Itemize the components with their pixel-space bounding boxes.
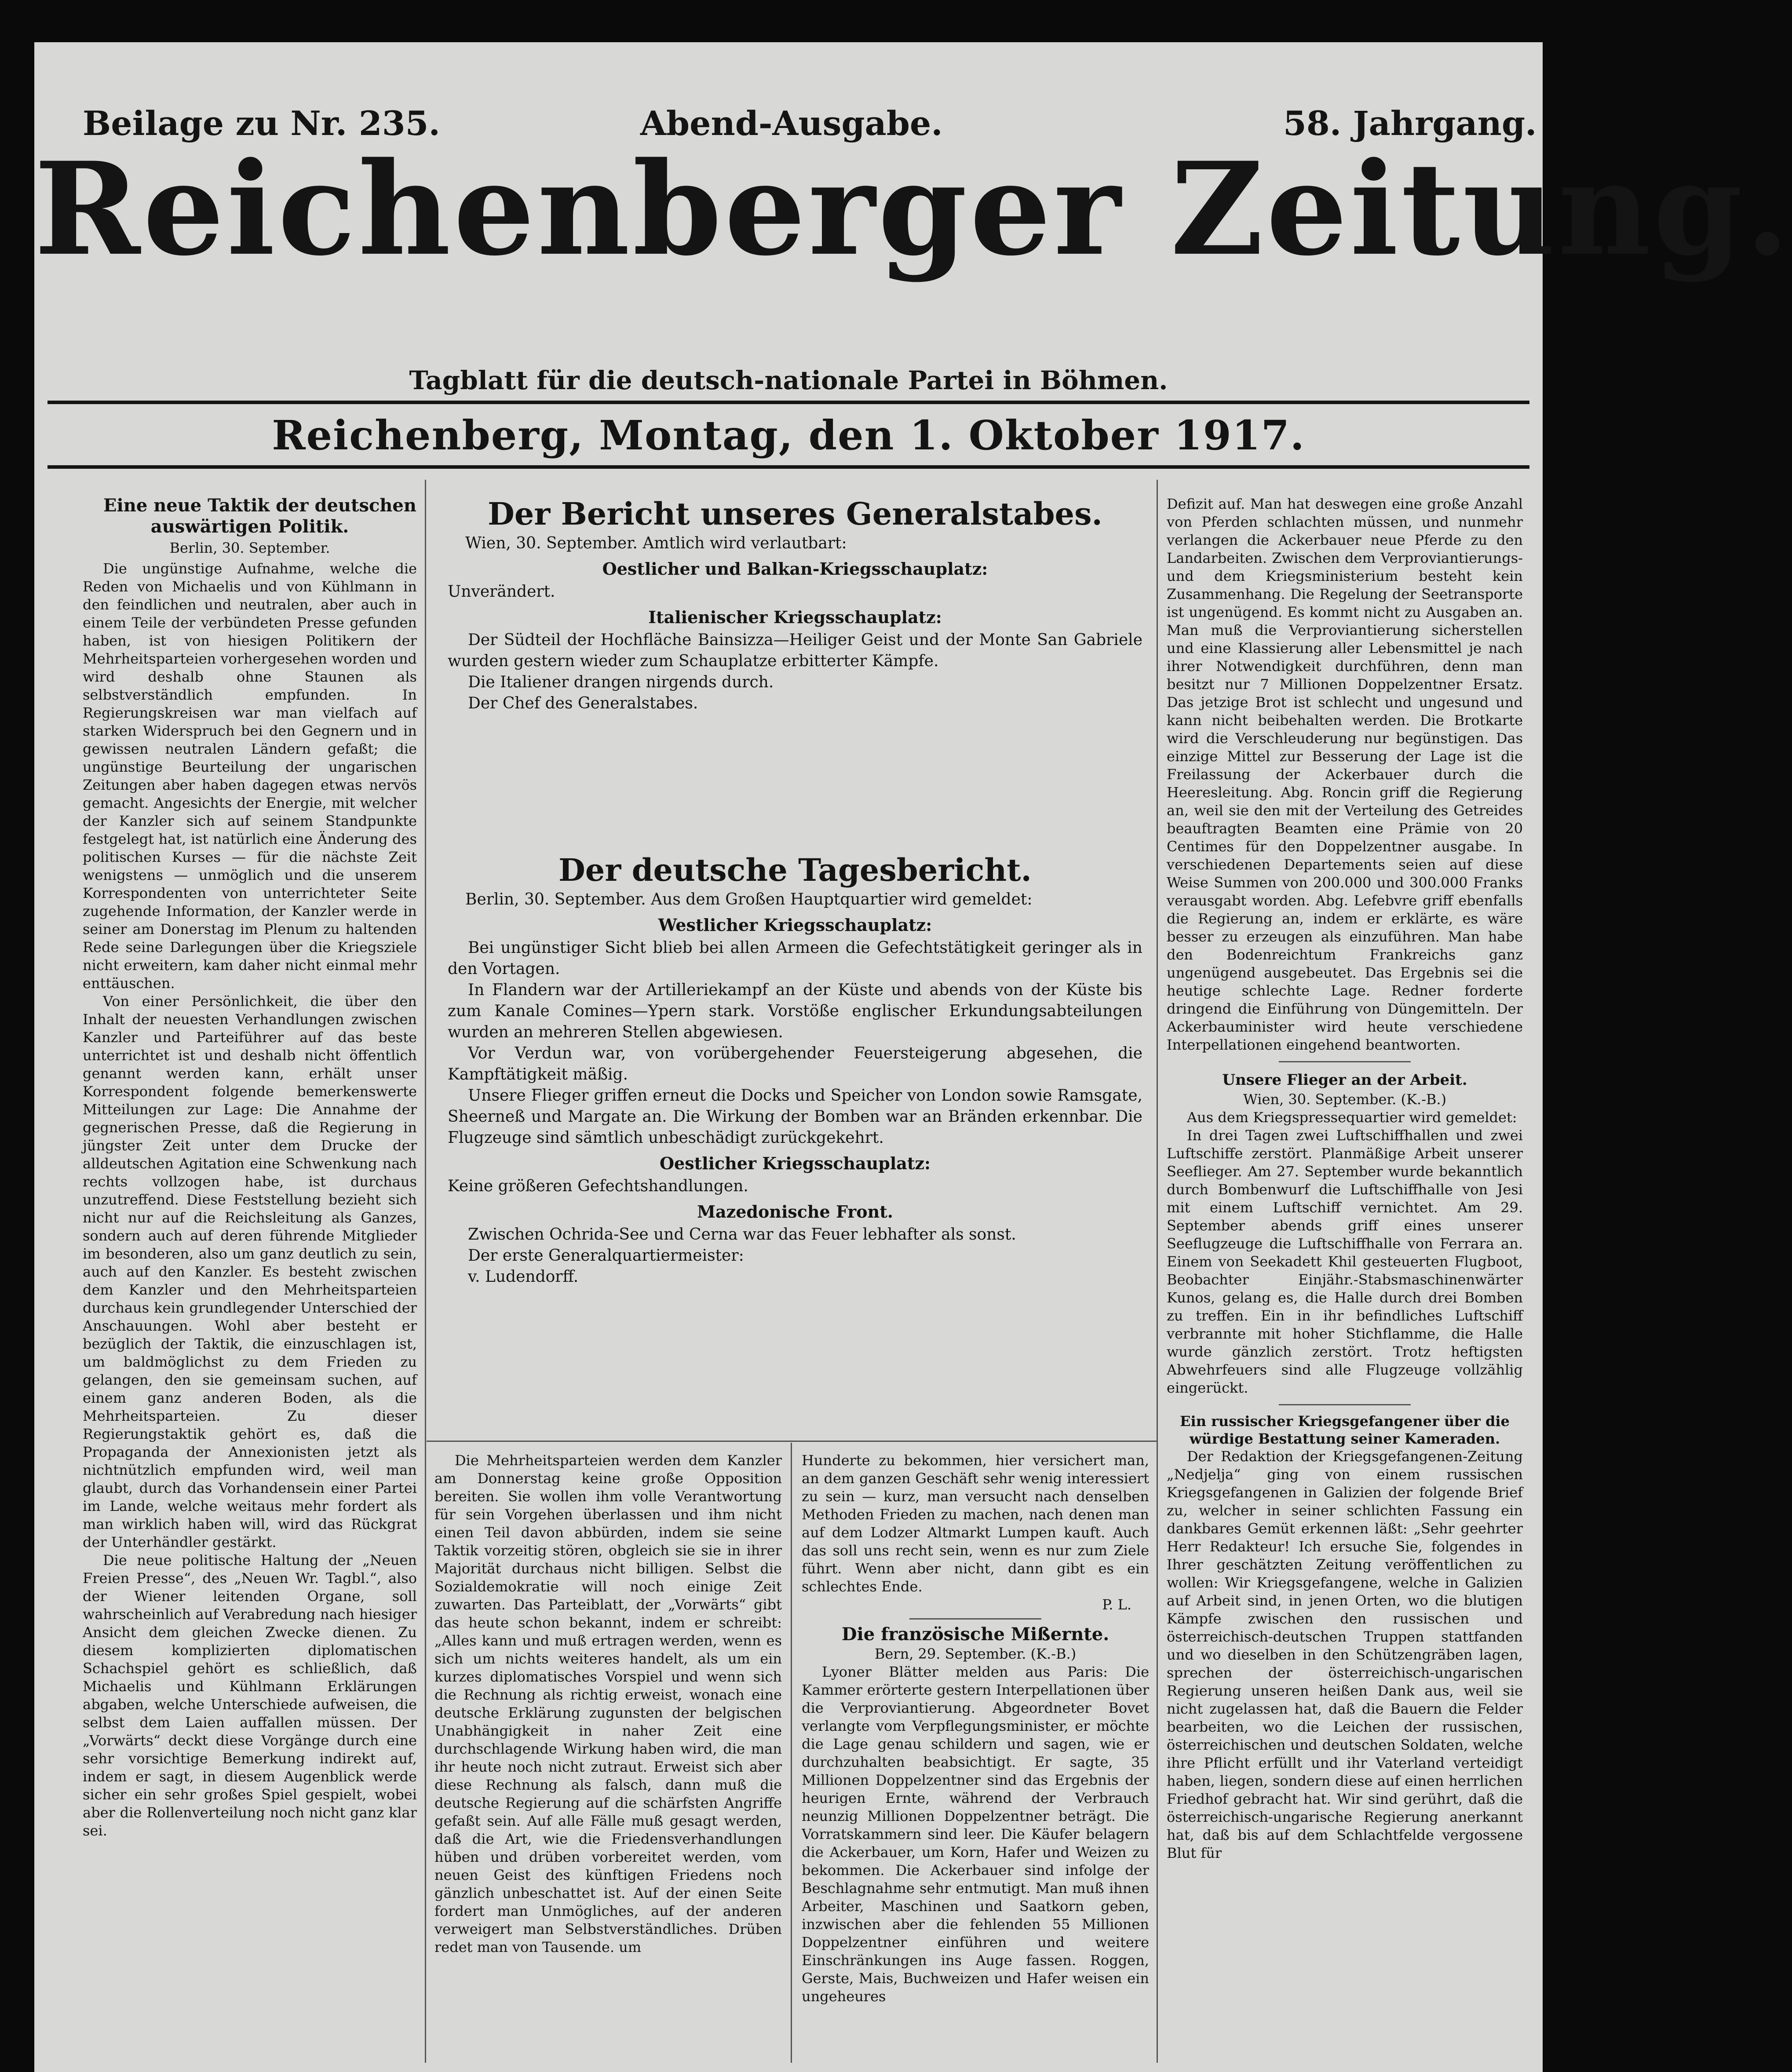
article-divider: [1279, 1061, 1411, 1062]
german-report-headline: Der deutsche Tagesbericht.: [558, 852, 1032, 888]
report-section-title: Oestlicher und Balkan-Kriegsschauplatz:: [602, 559, 988, 579]
german-report-dateline: Berlin, 30. September. Aus dem Großen Hauptquartier wird gemeldet:: [465, 890, 1033, 908]
article-paragraph: Lyoner Blätter melden aus Paris: Die Kammer erörterte gestern Interpellationen über die Verproviantierung. Abgeordneter Bovet verlangte vom Verpflegungsminister, er möchte die Lage genau schildern und sagen, wie er durchzuhalten beabsichtigt. Er sagte, 35 Millionen Doppelzentner sind das Ergebnis der heurigen Ernte, während der Verbrauch neunzig Millionen Doppelzentner beträgt. Die Vorratskammern sind leer. Die Käufer belagern die Ackerbauer, um Korn, Hafer und Weizen zu bekommen. Die Ackerbauer sind infolge der Beschlagnahme sehr entmutigt. Man muß ihnen Arbeiter, Maschinen und Saatkorn geben, inzwischen aber die fehlenden 55 Millionen Doppelzentner einführen und weitere Einschränkungen ins Auge fassen. Roggen, Gerste, Mais, Buchweizen und Hafer weisen ein ungeheures: [802, 1663, 1149, 2005]
german-report-signature-name: v. Ludendorff.: [468, 1268, 579, 1286]
german-report-paragraph: In Flandern war der Artilleriekampf an der Küste und abends von der Küste bis zum Kanale Comines—Ypern stark. Vorstöße englischer Erkundungsabteilungen wurden an mehreren Stellen abgewiesen.: [448, 981, 1142, 1041]
german-report-paragraph: Vor Verdun war, von vorübergehender Feuersteigerung abgesehen, die Kampftätigkeit mäßig.: [448, 1044, 1142, 1083]
article-french-harvest: [802, 1452, 1149, 2063]
article-signoff: P. L.: [1102, 1596, 1131, 1613]
article-headline: Die französische Mißernte.: [841, 1624, 1110, 1645]
article-paragraph: Der Redaktion der Kriegsgefangenen-Zeitung „Nedjelja“ ging von einem russischen Kriegsgefangenen in Galizien der folgende Brief zu, welcher in seiner schlichten Fassung ein dankbares Gemüt erkennen läßt: „Sehr geehrter Herr Redakteur! Ich ersuche Sie, folgendes in Ihrer geschätzten Zeitung veröffentlichen zu wollen: Wir Kriegsgefangene, welche in Galizien auf Arbeit sind, in jenen Orten, wo die blutigen Kämpfe zwischen den russischen und österreichisch-deutschen Truppen stattfanden und wo dieselben in den Schützengräben lagen, sprechen der österreichisch-ungarischen Regierung unseren heißen Dank aus, weil sie nicht zugelassen hat, daß die Bauern die Felder bearbeiten, wo die Leichen der russischen, österreichischen und deutschen Soldaten, welche ihre Pflicht erfüllt und ihr Vaterland verteidigt haben, liegen, sondern diese auf einen herrlichen Friedhof gebracht hat. Wir sind gerührt, daß die österreichisch-ungarische Regierung anerkannt hat, daß bis auf dem Schlachtfelde vergossene Blut für: [1167, 1448, 1523, 1861]
edition-label: Abend-Ausgabe.: [640, 104, 943, 143]
column-four: [1167, 495, 1523, 2061]
german-report-section-title: Oestlicher Kriegsschauplatz:: [659, 1153, 931, 1173]
newspaper-page: [34, 42, 1792, 2072]
column-rule-3: [791, 1443, 792, 2063]
report-signature: Der Chef des Generalstabes.: [468, 694, 698, 712]
masthead-title: Reichenberger Zeitung.: [34, 135, 1792, 284]
masthead-rule-top: [47, 401, 1529, 404]
german-report-section-title: Westlicher Kriegsschauplatz:: [658, 915, 932, 935]
article-paragraph: Die ungünstige Aufnahme, welche die Reden von Michaelis und von Kühlmann in den feindlichen und neutralen, aber auch in einem Teile der verbündeten Presse gefunden haben, ist von hiesigen Politikern der Mehrheitsparteien vorhergesehen worden und wird deshalb ohne Staunen als selbstverständlich empfunden. In Regierungskreisen war man vielfach auf starken Widerspruch bei den Gegnern und in gewissen neutralen Ländern gefaßt; die ungünstige Beurteilung der ungarischen Zeitungen aber haben dagegen etwas nervös gemacht. Angesichts der Energie, mit welcher der Kanzler sich auf seinem Standpunkte festgelegt hat, ist natürlich eine Änderung des politischen Kurses — für die nächste Zeit wenigstens — unmöglich und die unserem Korrespondenten von unterrichteter Seite zugehende Information, der Kanzler werde in seiner am Donerstag im Plenum zu haltenden Rede seine Darlegungen über die Kriegsziele nicht erweitern, kam daher nicht einmal mehr enttäuschen.: [83, 560, 417, 992]
article-dateline: Wien, 30. September. (K.-B.): [1243, 1091, 1447, 1108]
report-box-bottom-rule: [427, 1441, 1157, 1442]
article-paragraph: Hunderte zu bekommen, hier versichert man, an dem ganzen Geschäft sehr wenig interessiert zu sein — kurz, man versucht nach denselben Methoden Frieden zu machen, nach denen man auf dem Lodzer Altmarkt Lumpen kauft. Auch das soll uns recht sein, wenn es nur zum Ziele führt. Wenn aber nicht, dann gibt es ein schlechtes Ende.: [802, 1452, 1149, 1595]
report-headline: Der Bericht unseres Generalstabes.: [488, 496, 1102, 532]
article-dateline: Bern, 29. September. (K.-B.): [874, 1645, 1077, 1662]
article-divider: [1279, 1404, 1411, 1405]
report-paragraph: Die Italiener drangen nirgends durch.: [468, 673, 774, 691]
german-report-signature-title: Der erste Generalquartiermeister:: [468, 1247, 744, 1265]
report-section-title: Italienischer Kriegsschauplatz:: [648, 607, 942, 627]
supplement-number: Beilage zu Nr. 235.: [83, 104, 440, 143]
article-new-tactic: [83, 495, 417, 2061]
article-dateline: Berlin, 30. September.: [169, 540, 330, 556]
article-paragraph: Die Mehrheitsparteien werden dem Kanzler am Donnerstag keine große Opposition bereiten. Sie wollen ihm volle Verantwortung für sein Vorgehen überlassen und ihm nicht einen Teil davon abbürden, indem sie seine Taktik vorzeitig stören, obgleich sie sie in ihrer Majorität durchaus nicht billigen. Selbst die Sozialdemokratie will noch einige Zeit zuwarten. Das Parteiblatt, der „Vorwärts“ gibt das heute schon bekannt, indem er schreibt: „Alles kann und muß ertragen werden, wenn es sich um nichts weiteres handelt, als um ein kurzes diplomatisches Vorspiel und wenn sich die Rechnung als richtig erweist, wonach eine deutsche Erklärung zugunsten der belgischen Unabhängigkeit in naher Zeit eine durchschlagende Wirkung haben wird, die man ihr heute noch nicht zutraut. Erweist sich aber diese Rechnung als falsch, dann muß die deutsche Regierung auf die schärfsten Angriffe gefaßt sein. Auf alle Fälle muß gesagt werden, daß die Art, wie die Friedensverhandlungen hüben und drüben vorbereitet werden, vom neuen Geist des künftigen Friedens noch gänzlich unbeschattet ist. Auf der einen Seite fordert man Unmögliches, auf der anderen verweigert man Selbstverständliches. Drüben redet man von Tausende. um: [434, 1452, 782, 1955]
report-paragraph: Unverändert.: [448, 583, 555, 601]
austrian-report: [448, 495, 1142, 838]
masthead-rule-bottom: [47, 465, 1529, 469]
article-divider: [909, 1618, 1041, 1620]
column-rule-1: [425, 480, 426, 2063]
article-headline: Unsere Flieger an der Arbeit.: [1222, 1071, 1467, 1089]
german-report-paragraph: Zwischen Ochrida-See und Cerna war das Feuer lebhafter als sonst.: [468, 1226, 1016, 1244]
german-report: [448, 851, 1142, 1436]
article-headline: Eine neue Taktik der deutschen auswärtigen Politik.: [103, 495, 416, 537]
masthead-subtitle: Tagblatt für die deutsch-nationale Partei in Böhmen.: [409, 365, 1168, 395]
german-report-paragraph: Unsere Flieger griffen erneut die Docks und Speicher von London sowie Ramsgate, Sheerneß und Margate an. Die Wirkung der Bomben war an Bränden erkennbar. Die Flugzeuge sind sämtlich unbeschädigt zurückgekehrt.: [448, 1087, 1142, 1147]
article-paragraph: Aus dem Kriegspressequartier wird gemeldet:: [1187, 1109, 1517, 1126]
article-paragraph: Defizit auf. Man hat deswegen eine große Anzahl von Pferden schlachten müssen, und nunmehr verlangen die Ackerbauer neue Pferde zu den Landarbeiten. Zwischen dem Verproviantierungs- und dem Kriegsministerium besteht kein Zusammenhang. Die Regelung der Seetransporte ist ungenügend. Es kommt nicht zu Ausgaben an. Man muß die Verproviantierung sicherstellen und eine Klassierung aller Lebensmittel je nach ihrer Notwendigkeit durchführen, denn man besitzt nur 7 Millionen Doppelzentner Ersatz. Das jetzige Brot ist schlecht und ungesund und kann nicht beibehalten werden. Die Brotkarte wird die Verschleuderung nur begünstigen. Das einzige Mittel zur Besserung der Lage ist die Freilassung der Ackerbauer durch die Heeresleitung. Abg. Roncin griff die Regierung an, weil sie den mit der Verteilung des Getreides beauftragten Beamten eine Prämie von 20 Centimes für den Doppelzentner ausgabe. In verschiedenen Departements seien auf diese Weise Summen von 200.000 und 300.000 Franks verausgabt worden. Abg. Lefebvre griff ebenfalls die Regierung an, indem er erklärte, es wäre besser zu erzeugen als einzuführen. Man habe den Bodenreichtum Frankreichs ganz ungenügend ausgebeutet. Das Ergebnis sei die heutige schlechte Lage. Redner forderte dringend die Einführung von Düngemitteln. Der Ackerbauminister wird heute verschiedene Interpellationen eingehend beantworten.: [1167, 496, 1523, 1053]
article-paragraph: Von einer Persönlichkeit, die über den Inhalt der neuesten Verhandlungen zwischen Kanzler und Parteiführer auf das beste unterrichtet ist und deshalb nicht öffentlich genannt werden kann, erhält unser Korrespondent folgende bemerkenswerte Mitteilungen zur Lage: Die Annahme der gegnerischen Presse, daß die Regierung in jüngster Zeit unter dem Drucke der alldeutschen Agitation eine Schwenkung nach rechts vollzogen habe, ist durchaus unzutreffend. Diese Feststellung bezieht sich nicht nur auf die Reichsleitung als Ganzes, sondern auch auf deren führende Mitglieder im besonderen, also um ganz deutlich zu sein, auch auf den Kanzler. Es besteht zwischen dem Kanzler und den Mehrheitsparteien durchaus kein grundlegender Unterschied der Anschauungen. Wohl aber besteht er bezüglich der Taktik, die einzuschlagen ist, um baldmöglichst zu dem Frieden zu gelangen, den sie gemeinsam suchen, auf einem ganz anderen Boden, als die Mehrheitsparteien. Zu dieser Regierungstaktik gehört es, daß die Propaganda der Annexionisten jetzt als nichtnützlich empfunden wird, weil man glaubt, durch das Vorhandensein einer Partei im Lande, welche weitaus mehr fordert als man wirklich haben will, wird das Rückgrat der Unterhändler gestärkt.: [83, 993, 417, 1550]
article-majority-parties: [434, 1452, 782, 2063]
german-report-paragraph: Bei ungünstiger Sicht blieb bei allen Armeen die Gefechtstätigkeit geringer als in den Vortagen.: [448, 939, 1142, 978]
issue-dateline: Reichenberg, Montag, den 1. Oktober 1917.: [272, 412, 1305, 459]
volume-year: 58. Jahrgang.: [1283, 104, 1537, 143]
german-report-paragraph: Keine größeren Gefechtshandlungen.: [448, 1177, 748, 1195]
report-dateline: Wien, 30. September. Amtlich wird verlautbart:: [465, 534, 847, 552]
article-headline: Ein russischer Kriegsgefangener über die würdige Bestattung seiner Kameraden.: [1180, 1413, 1510, 1447]
column-rule-2: [1157, 480, 1158, 2063]
report-paragraph: Der Südteil der Hochfläche Bainsizza—Heiliger Geist und der Monte San Gabriele wurden gestern wieder zum Schauplatze erbitterter Kämpfe.: [448, 631, 1142, 670]
article-paragraph: Die neue politische Haltung der „Neuen Freien Presse“, des „Neuen Wr. Tagbl.“, also der Wiener leitenden Organe, soll wahrscheinlich auf Verabredung nach hiesiger Ansicht dem gleichen Zwecke dienen. Zu diesem komplizierten diplomatischen Schachspiel gehört es schließlich, daß Michaelis und Kühlmann Erklärungen abgaben, welche Unterschiede aufweisen, die selbst dem Laien auffallen müssen. Der „Vorwärts“ deckt diese Vorgänge durch eine sehr vorsichtige Bemerkung indirekt auf, indem er sagt, in diesem Augenblick werde sicher ein sehr großes Spiel gespielt, wobei aber die Rollenverteilung noch nicht ganz klar sei.: [83, 1552, 417, 1839]
german-report-section-title: Mazedonische Front.: [697, 1202, 894, 1222]
article-paragraph: In drei Tagen zwei Luftschiffhallen und zwei Luftschiffe zerstört. Planmäßige Arbeit unserer Seeflieger. Am 27. September wurde bekanntlich durch Bombenwurf die Luftschiffhalle von Jesi mit einem Luftschiff vernichtet. Am 29. September abends griff eines unserer Seeflugzeuge die Luftschiffhalle von Ferrara an. Einem von Seekadett Khil gesteuerten Flugboot, Beobachter Einjähr.-Stabsmaschinenwärter Kunos, gelang es, die Halle durch drei Bomben zu treffen. Ein in ihr befindliches Luftschiff verbrannte mit hoher Stichflamme, die Halle wurde gänzlich zerstört. Trotz heftigsten Abwehrfeuers sind alle Flugzeuge vollzählig eingerückt.: [1167, 1127, 1523, 1396]
